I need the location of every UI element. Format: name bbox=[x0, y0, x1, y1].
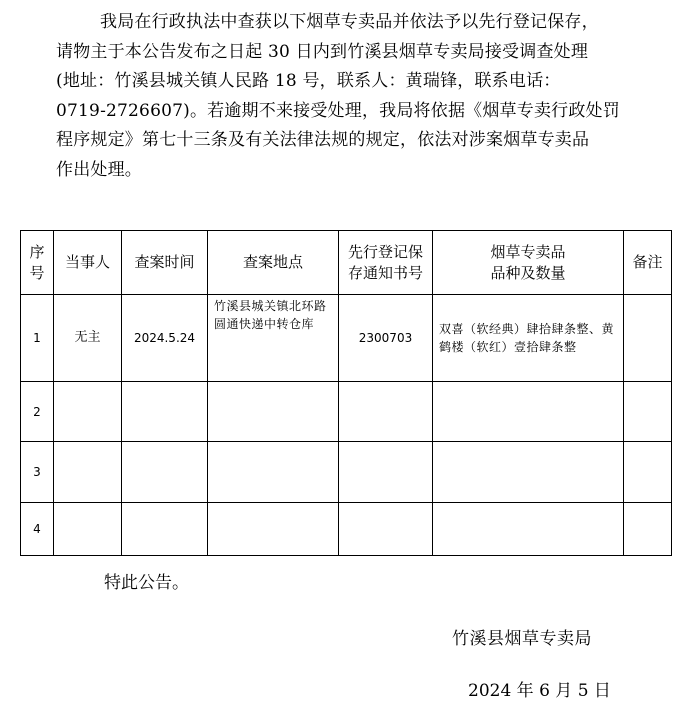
cell-party bbox=[54, 382, 122, 442]
header-seq-line1: 序 bbox=[29, 242, 45, 261]
table-header-row bbox=[21, 231, 672, 295]
cell-product bbox=[433, 442, 624, 503]
notice-line: (地址：竹溪县城关镇人民路 18 号，联系人：黄瑞锋，联系电话： bbox=[56, 71, 561, 91]
notice-line: 请物主于本公告发布之日起 30 日内到竹溪县烟草专卖局接受调查处理 bbox=[56, 41, 589, 62]
cell-remark bbox=[624, 442, 672, 503]
issuer-signature: 竹溪县烟草专卖局 bbox=[452, 629, 592, 649]
header-notice-line2: 存通知书号 bbox=[347, 263, 423, 282]
cell-notice: 2300703 bbox=[339, 295, 433, 382]
cell-notice bbox=[339, 382, 433, 442]
header-notice-line1: 先行登记保 bbox=[347, 242, 423, 261]
table-row bbox=[21, 503, 672, 556]
header-product-line1: 烟草专卖品 bbox=[490, 242, 566, 261]
cell-place: 竹溪县城关镇北环路圆通快递中转仓库 bbox=[208, 295, 339, 382]
cell-place bbox=[208, 503, 339, 556]
header-notice bbox=[339, 231, 433, 295]
issue-date: 2024 年 6 月 5 日 bbox=[468, 681, 611, 701]
header-seq-line2: 号 bbox=[29, 263, 45, 282]
cell-time bbox=[122, 382, 208, 442]
cell-remark bbox=[624, 503, 672, 556]
cell-time bbox=[122, 442, 208, 503]
closing-statement: 特此公告。 bbox=[104, 573, 189, 593]
table-row bbox=[21, 295, 672, 382]
cell-place bbox=[208, 382, 339, 442]
cell-party: 无主 bbox=[54, 295, 122, 382]
header-party: 当事人 bbox=[54, 231, 122, 295]
header-remark: 备注 bbox=[624, 231, 672, 295]
cell-product bbox=[433, 503, 624, 556]
cell-seq: 1 bbox=[21, 295, 54, 382]
notice-line: 0719-2726607)。若逾期不来接受处理，我局将依据《烟草专卖行政处罚 bbox=[56, 100, 620, 121]
cell-remark bbox=[624, 382, 672, 442]
cell-time bbox=[122, 503, 208, 556]
notice-line: 我局在行政执法中查获以下烟草专卖品并依法予以先行登记保存， bbox=[100, 12, 599, 32]
cell-product: 双喜（软经典）肆拾肆条整、黄鹤楼（软红）壹拾肆条整 bbox=[433, 295, 624, 382]
header-product-line2: 品种及数量 bbox=[490, 263, 566, 282]
notice-body bbox=[56, 8, 636, 185]
cell-notice bbox=[339, 503, 433, 556]
cell-party bbox=[54, 503, 122, 556]
notice-line: 程序规定》第七十三条及有关法律法规的规定，依法对涉案烟草专卖品 bbox=[56, 130, 590, 150]
header-time: 查案时间 bbox=[122, 231, 208, 295]
seized-goods-table bbox=[20, 230, 672, 556]
cell-time: 2024.5.24 bbox=[122, 295, 208, 382]
header-place: 查案地点 bbox=[208, 231, 339, 295]
header-product bbox=[433, 231, 624, 295]
cell-seq: 4 bbox=[21, 503, 54, 556]
cell-place bbox=[208, 442, 339, 503]
table-row bbox=[21, 382, 672, 442]
cell-product bbox=[433, 382, 624, 442]
notice-line: 作出处理。 bbox=[56, 159, 142, 180]
cell-seq: 3 bbox=[21, 442, 54, 503]
cell-seq: 2 bbox=[21, 382, 54, 442]
cell-notice bbox=[339, 442, 433, 503]
cell-party bbox=[54, 442, 122, 503]
cell-remark bbox=[624, 295, 672, 382]
header-seq bbox=[21, 231, 54, 295]
table-row bbox=[21, 442, 672, 503]
